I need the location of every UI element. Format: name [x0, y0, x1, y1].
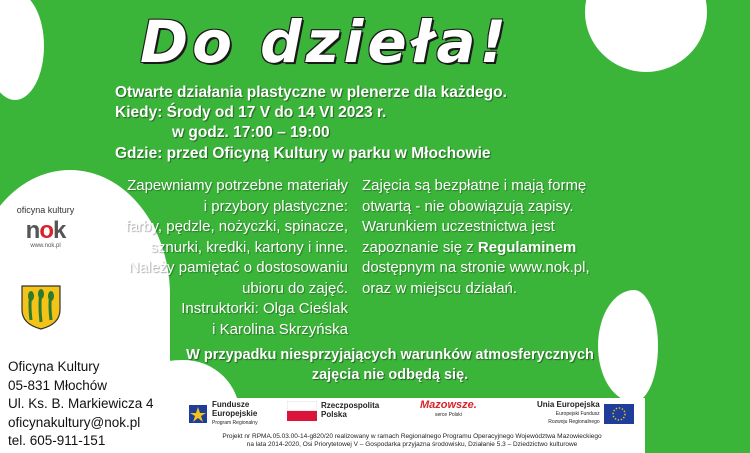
- rzeczpospolita-logo: Rzeczpospolita Polska: [287, 401, 379, 421]
- rules-line: oraz w miejscu działań.: [362, 279, 518, 297]
- materials-line: sznurki, kredki, kartony i inne.: [150, 238, 348, 256]
- when-line: Kiedy: Środy od 17 V do 14 VI 2023 r.: [115, 104, 387, 121]
- address-email[interactable]: oficynakultury@nok.pl: [8, 414, 141, 430]
- regulamin-link[interactable]: Regulaminem: [477, 238, 577, 256]
- poster-title: Do dzieła!: [140, 8, 511, 76]
- unia-europejska-logo: Unia Europejska Europejski Fundusz Rozwoju Regionalnego: [537, 401, 634, 426]
- instructors-line: Instruktorki: Olga Cieślak: [181, 300, 348, 317]
- hours-line: w godz. 17:00 – 19:00: [172, 124, 330, 141]
- fundusze-europejskie-logo: Fundusze Europejskie Program Regionalny: [188, 401, 258, 427]
- logo-caption: oficyna kultury: [16, 205, 75, 215]
- instructors-line: i Karolina Skrzyńska: [212, 320, 348, 338]
- rules-line: Warunkiem uczestnictwa jest: [362, 218, 555, 235]
- fe-star-icon: [188, 404, 208, 424]
- address-name: Oficyna Kultury: [8, 359, 100, 374]
- address-phone: tel. 605-911-151: [8, 433, 106, 448]
- mazowsze-logo: Mazowsze. serce Polski: [420, 399, 477, 418]
- materials-column: [108, 176, 348, 340]
- coat-of-arms-icon: [20, 284, 62, 330]
- rules-column: [362, 176, 607, 299]
- rules-line: otwartą - nie obowiązują zapisy.: [362, 197, 574, 215]
- eu-flag-icon: [604, 404, 634, 424]
- address-block: [8, 358, 154, 451]
- materials-line: Należy pamiętać o dostosowaniu: [128, 259, 348, 276]
- rules-text: zapoznanie się z: [362, 238, 478, 256]
- footer-line: na lata 2014-2020, Osi Priorytetowej V – Gospodarka przyjazna środowisku, Działanie 5.3 – Dziedzictwo kulturowe: [246, 441, 578, 448]
- polish-flag-icon: [287, 401, 317, 421]
- weather-note-line: zajęcia nie odbędą się.: [311, 367, 469, 383]
- rules-line: dostępnym na stronie www.nok.pl,: [362, 259, 590, 276]
- logo-url: www.nok.pl: [30, 243, 61, 249]
- materials-line: Zapewniamy potrzebne materiały: [127, 177, 348, 194]
- weather-note: [160, 345, 620, 385]
- nok-logo: [8, 205, 83, 249]
- subtitle: Otwarte działania plastyczne w plenerze dla każdego.: [115, 84, 507, 101]
- address-postal: 05-831 Młochów: [8, 377, 108, 393]
- where-line: Gdzie: przed Oficyną Kultury w parku w Młochowie: [115, 145, 491, 162]
- logo-wordmark: nok: [25, 217, 66, 244]
- materials-line: farby, pędzle, nożyczki, spinacze,: [125, 218, 348, 235]
- rules-line: Zajęcia są bezpłatne i mają formę: [362, 177, 587, 194]
- sponsor-logos: [182, 397, 642, 432]
- project-footer: [182, 433, 642, 449]
- materials-line: i przybory plastyczne:: [203, 197, 348, 215]
- weather-note-line: W przypadku niesprzyjających warunków atmosferycznych: [186, 347, 594, 363]
- materials-line: ubioru do zajęć.: [242, 279, 348, 297]
- footer-line: Projekt nr RPMA.05.03.00-14-g820/20 realizowany w ramach Regionalnego Programu Operacyjnego Województwa Mazowieckiego: [222, 433, 602, 440]
- rules-line: [362, 238, 607, 259]
- address-street: Ul. Ks. B. Markiewicza 4: [8, 396, 154, 411]
